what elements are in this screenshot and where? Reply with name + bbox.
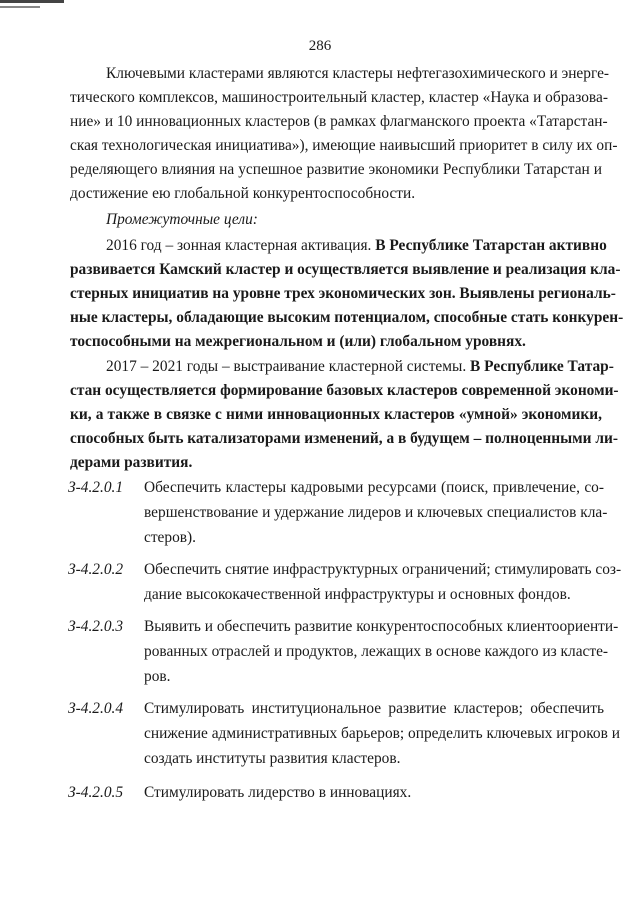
intro-line: ределяющего влияния на успешное развитие экономики Республики Татарстан и (70, 161, 602, 178)
task-text: дание высококачественной инфраструктуры и основных фондов. (144, 586, 571, 603)
task-text: рованных отраслей и продуктов, лежащих в основе каждого из класте- (144, 643, 609, 660)
task-code: З-4.2.0.5 (68, 784, 124, 801)
task-text: создать институты развития кластеров. (144, 750, 401, 767)
task-text: Обеспечить снятие инфраструктурных ограничений; стимулировать соз- (144, 561, 622, 578)
stage2-line: дерами развития. (70, 454, 193, 471)
task-text: стеров). (144, 529, 197, 546)
scan-edge-mark (0, 0, 64, 3)
intro-line: тического комплексов, машиностроительный кластер, кластер «Наука и образова- (70, 89, 608, 106)
stage1-line: стерных инициатив на уровне трех экономических зон. Выявлены региональ- (70, 285, 616, 302)
stage2-first-line (106, 357, 614, 377)
task-code: З-4.2.0.3 (68, 618, 124, 635)
task-text: снижение административных барьеров; определить ключевых игроков и (144, 725, 620, 742)
stage1-line: ные кластеры, обладающие высоким потенциалом, способные стать конкурен- (70, 309, 624, 326)
task-code: З-4.2.0.2 (68, 561, 124, 578)
stage1-bold: В Республике Татарстан активно (375, 237, 607, 254)
task-text: вершенствование и удержание лидеров и ключевых специалистов кла- (144, 504, 608, 521)
stage1-line: развивается Камский кластер и осуществляется выявление и реализация кла- (70, 261, 621, 278)
stage2-line: способных быть катализаторами изменений, а в будущем – полноценными ли- (70, 430, 618, 447)
stage1-first-line (106, 236, 607, 256)
intro-line: достижение ею глобальной конкурентоспособности. (70, 185, 416, 202)
stage1-plain: 2016 год – зонная кластерная активация. (106, 237, 376, 254)
task-text: Выявить и обеспечить развитие конкурентоспособных клиентоориенти- (144, 618, 619, 635)
intro-line: ние» и 10 инновационных кластеров (в рамках флагманского проекта «Татарстан- (70, 113, 608, 130)
stage2-line: стан осуществляется формирование базовых кластеров современной экономи- (70, 382, 619, 399)
section-heading: Промежуточные цели: (106, 211, 258, 228)
task-text: Стимулировать институциональное развитие кластеров; обеспечить (144, 700, 604, 717)
page-number: 286 (308, 38, 332, 54)
intro-line: Ключевыми кластерами являются кластеры нефтегазохимического и энерге- (106, 65, 610, 82)
stage2-line: ки, а также в связке с ними инновационных кластеров «умной» экономики, (70, 406, 602, 423)
task-code: З-4.2.0.4 (68, 700, 124, 717)
task-text: Обеспечить кластеры кадровыми ресурсами (поиск, привлечение, со- (144, 479, 604, 496)
intro-line: ская технологическая инициатива»), имеющие наивысший приоритет в силу их оп- (70, 137, 618, 154)
stage2-plain: 2017 – 2021 годы – выстраивание кластерной системы. (106, 358, 471, 375)
task-text: Стимулировать лидерство в инновациях. (144, 784, 412, 801)
stage1-line: тоспособными на межрегиональном и (или) глобальном уровнях. (70, 333, 526, 350)
stage2-bold: В Республике Татар- (470, 358, 614, 375)
task-code: З-4.2.0.1 (68, 479, 124, 496)
task-text: ров. (144, 668, 171, 685)
scan-edge-mark-secondary (0, 6, 40, 8)
